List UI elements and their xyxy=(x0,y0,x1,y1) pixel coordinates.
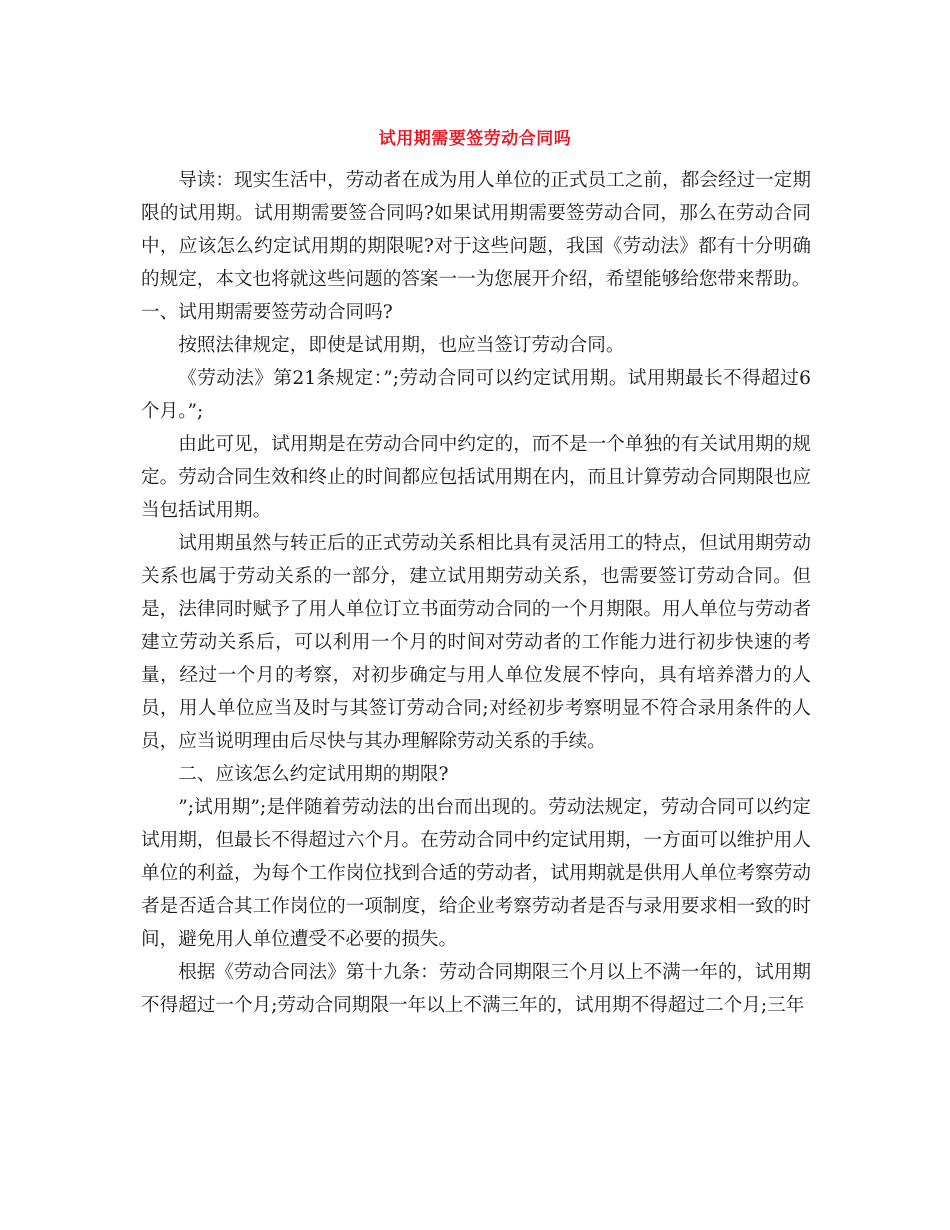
section-heading-1: 一、试用期需要签劳动合同吗? xyxy=(141,302,393,323)
document-body xyxy=(141,164,811,1022)
paragraph: 由此可见，试用期是在劳动合同中约定的，而不是一个单独的有关试用期的规定。劳动合同生效和终止的时间都应包括试用期在内，而且计算劳动合同期限也应当包括试用期。 xyxy=(141,434,811,521)
paragraph: 《劳动法》第21条规定：”;劳动合同可以约定试用期。试用期最长不得超过6个月。”; xyxy=(141,368,811,422)
document-title: 试用期需要签劳动合同吗 xyxy=(378,129,572,149)
paragraph: 试用期虽然与转正后的正式劳动关系相比具有灵活用工的特点，但试用期劳动关系也属于劳动关系的一部分，建立试用期劳动关系，也需要签订劳动合同。但是，法律同时赋予了用人单位订立书面劳动合同的一个月期限。用人单位与劳动者建立劳动关系后，可以利用一个月的时间对劳动者的工作能力进行初步快速的考量，经过一个月的考察，对初步确定与用人单位发展不悖向，具有培养潜力的人员，用人单位应当及时与其签订劳动合同;对经初步考察明显不符合录用条件的人员，应当说明理由后尽快与其办理解除劳动关系的手续。 xyxy=(141,533,811,752)
section-heading-2: 二、应该怎么约定试用期的期限? xyxy=(178,764,449,785)
paragraph: 按照法律规定，即使是试用期，也应当签订劳动合同。 xyxy=(178,335,625,356)
paragraph-intro: 导读：现实生活中，劳动者在成为用人单位的正式员工之前，都会经过一定期限的试用期。试用期需要签合同吗?如果试用期需要签劳动合同，那么在劳动合同中，应该怎么约定试用期的期限呢?对于这些问题，我国《劳动法》都有十分明确的规定，本文也将就这些问题的答案一一为您展开介绍，希望能够给您带来帮助。 xyxy=(141,170,811,290)
paragraph: 根据《劳动合同法》第十九条：劳动合同期限三个月以上不满一年的，试用期不得超过一个月;劳动合同期限一年以上不满三年的，试用期不得超过二个月;三年 xyxy=(141,962,811,1016)
paragraph: ”;试用期”;是伴随着劳动法的出台而出现的。劳动法规定，劳动合同可以约定试用期，但最长不得超过六个月。在劳动合同中约定试用期，一方面可以维护用人单位的利益，为每个工作岗位找到合适的劳动者，试用期就是供用人单位考察劳动者是否适合其工作岗位的一项制度，给企业考察劳动者是否与录用要求相一致的时间，避免用人单位遭受不必要的损失。 xyxy=(141,797,811,950)
